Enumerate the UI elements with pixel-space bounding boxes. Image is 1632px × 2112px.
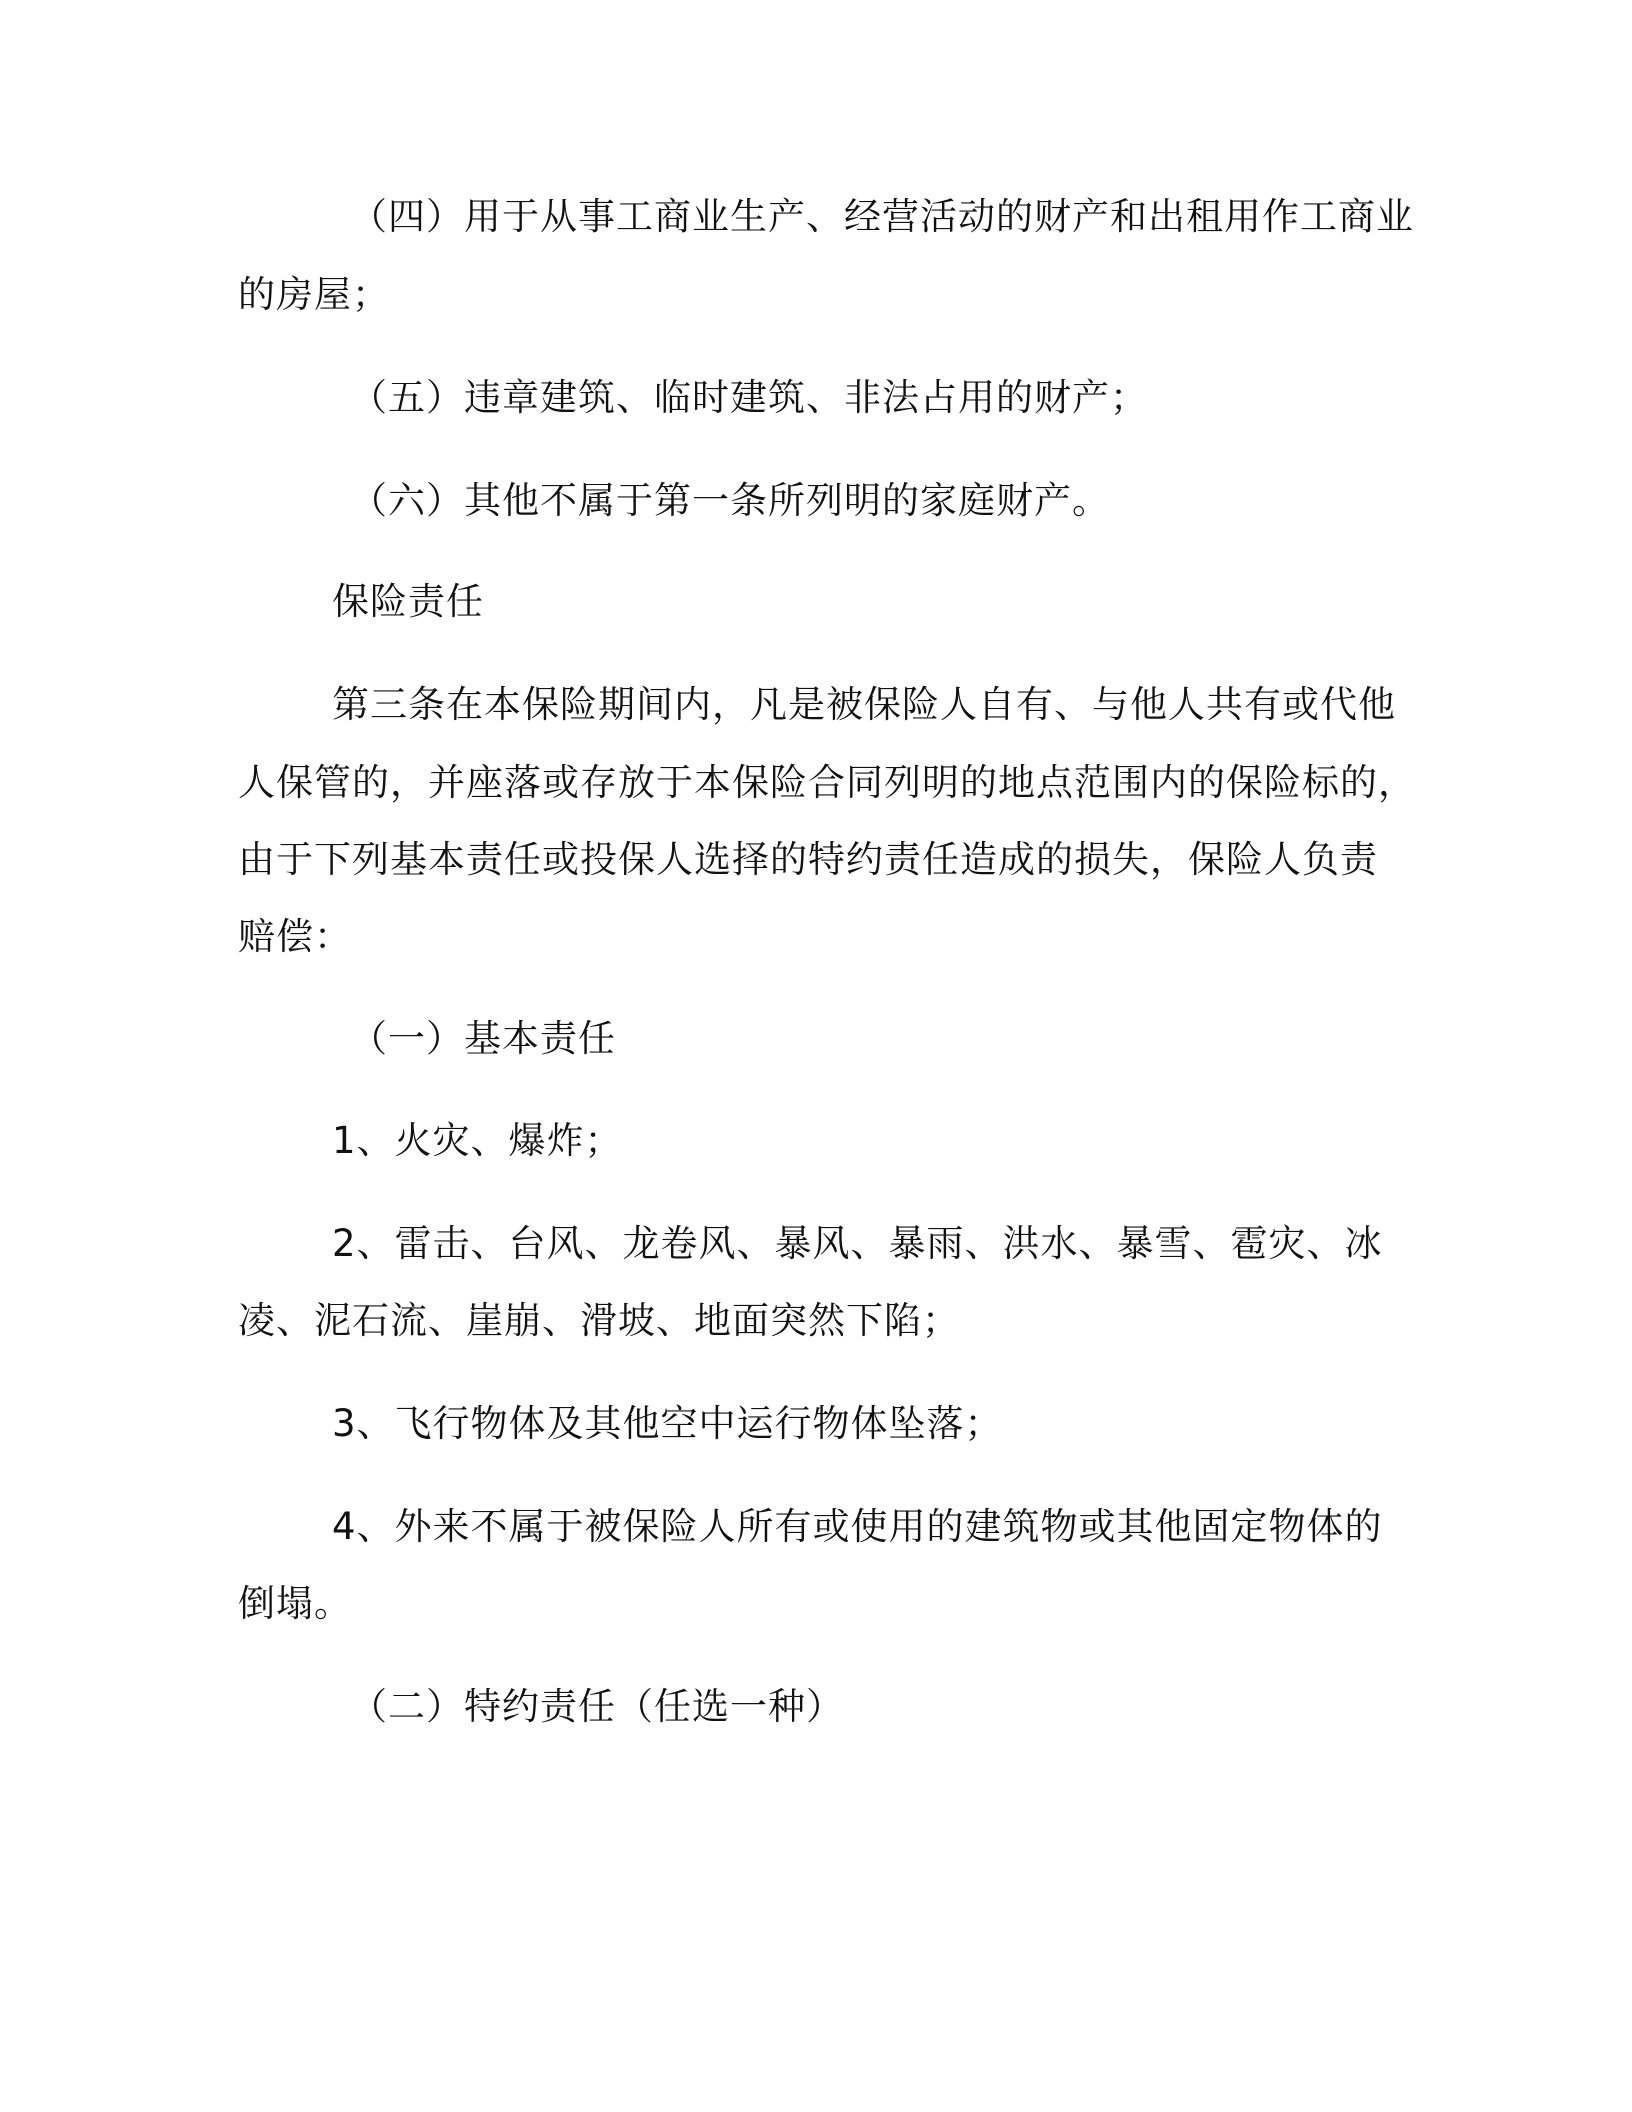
basic-liability-heading: （一）基本责任 [350,1017,616,1060]
item-4-line-2: 的房屋； [238,273,390,316]
basic-item-2-line-2: 凌、泥石流、崖崩、滑坡、地面突然下陷； [238,1299,960,1342]
basic-item-2-line-1: 2、雷击、台风、龙卷风、暴风、暴雨、洪水、暴雪、雹灾、冰 [332,1222,1383,1265]
item-5: （五）违章建筑、临时建筑、非法占用的财产； [350,376,1148,419]
basic-item-1: 1、火灾、爆炸； [332,1119,623,1162]
basic-item-4-line-1: 4、外来不属于被保险人所有或使用的建筑物或其他固定物体的 [332,1505,1383,1548]
basic-item-3: 3、飞行物体及其他空中运行物体坠落； [332,1402,1003,1445]
item-4-line-1: （四）用于从事工商业生产、经营活动的财产和出租用作工商业 [350,195,1414,238]
article-3-line-2: 人保管的，并座落或存放于本保险合同列明的地点范围内的保险标的， [238,761,1416,804]
item-6: （六）其他不属于第一条所列明的家庭财产。 [350,479,1110,522]
article-3-line-1: 第三条在本保险期间内，凡是被保险人自有、与他人共有或代他 [332,683,1396,726]
basic-item-4-line-2: 倒塌。 [238,1582,352,1625]
special-liability-heading: （二）特约责任（任选一种） [350,1685,844,1728]
article-3-line-3: 由于下列基本责任或投保人选择的特约责任造成的损失，保险人负责 [238,838,1378,881]
article-3-line-4: 赔偿： [238,915,352,958]
section-heading: 保险责任 [332,580,484,623]
